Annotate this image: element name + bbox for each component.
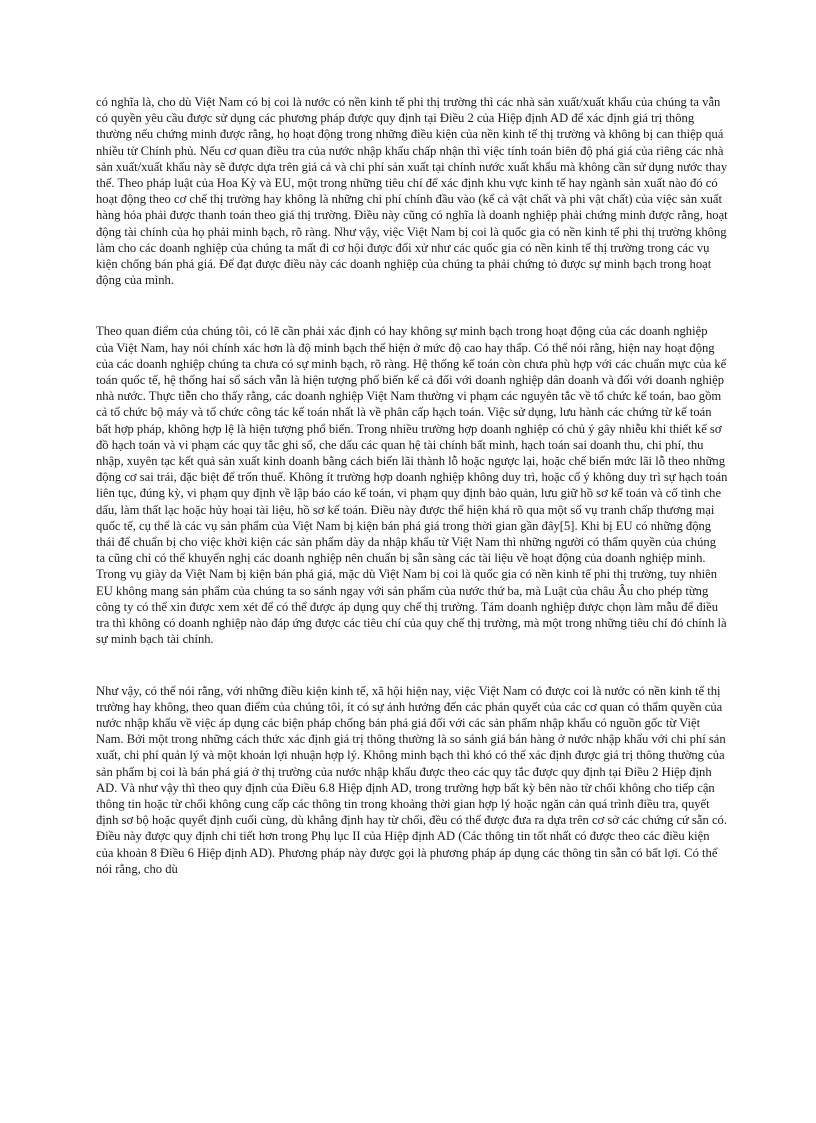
paragraph-1: có nghĩa là, cho dù Việt Nam có bị coi là nước có nền kinh tế phi thị trường thì các nhà sản xuất/xuất khẩu của chúng ta vẫn có quyền yêu cầu được sử dụng các phương pháp được quy định tại Điều 2 của Hiệp định AD để xác định giá trị thông thường nếu chứng minh được rằng, họ hoạt động trong những điều kiện của nền kinh tế thị trường và không bị can thiệp quá nhiều từ Chính phủ. Nếu cơ quan điều tra của nước nhập khẩu chấp nhận thì việc tính toán biên độ phá giá của riêng các nhà sản xuất/xuất khẩu này sẽ được dựa trên giá cả và chi phí sản xuất tại chính nước xuất khẩu mà không cần sử dụng nước thay thế. Theo pháp luật của Hoa Kỳ và EU, một trong những tiêu chí để xác định khu vực kinh tế hay ngành sản xuất nào đó có hoạt động theo cơ chế thị trường hay không là những chi phí chính đầu vào (kể cả vật chất và phi vật chất) của việc sản xuất hàng hóa phải được thanh toán theo giá thị trường. Điều này cũng có nghĩa là doanh nghiệp phải chứng minh được rằng, hoạt động tài chính của họ phải minh bạch, rõ ràng. Như vậy, việc Việt Nam bị coi là quốc gia có nền kinh tế phi thị trường không làm cho các doanh nghiệp của chúng ta mất đi cơ hội được đối xử như các quốc gia có nền kinh tế thị trường trong các vụ kiện chống bán phá giá. Để đạt được điều này các doanh nghiệp của chúng ta phải chứng tỏ được sự minh bạch trong hoạt động của mình. (96, 95, 728, 288)
paragraph-2: Theo quan điểm của chúng tôi, có lẽ cần phải xác định có hay không sự minh bạch trong hoạt động của các doanh nghiệp của Việt Nam, hay nói chính xác hơn là độ minh bạch thể hiện ở mức độ cao hay thấp. Có thể nói rằng, hiện nay hoạt động của các doanh nghiệp chúng ta chưa có sự minh bạch, rõ ràng. Hệ thống kế toán còn chưa phù hợp với các chuẩn mực của kế toán quốc tế, hệ thống hai sổ sách vẫn là hiện tượng phổ biến kể cả đối với doanh nghiệp dân doanh và đối với doanh nghiệp nhà nước. Thực tiễn cho thấy rằng, các doanh nghiệp Việt Nam thường vi phạm các nguyên tắc về tổ chức kế toán, bao gồm cả tổ chức bộ máy và tổ chức công tác kế toán nhất là về phân cấp hạch toán. Việc sử dụng, lưu hành các chứng từ kế toán bất hợp pháp, không hợp lệ là hiện tượng phổ biến. Trong nhiều trường hợp doanh nghiệp có chủ ý gây nhiễu khi thiết kế sơ đồ hạch toán và vi phạm các quy tắc ghi sổ, che dấu các quan hệ tài chính bất minh, hạch toán sai doanh thu, chi phí, thu nhập, xuyên tạc kết quả sản xuất kinh doanh bằng cách biến lãi thành lỗ hoặc ngược lại, hoặc chế biến mức lãi lỗ theo những động cơ sai trái, đặc biệt để trốn thuế. Không ít trường hợp doanh nghiệp không duy trì, hoặc cố ý không duy trì sự hạch toán liên tục, đúng kỳ, vi phạm quy định về lập báo cáo kế toán, vi phạm quy định bảo quản, lưu giữ hồ sơ kế toán và cố tình che dấu, làm thất lạc hoặc hủy hoại tài liệu, hồ sơ kế toán. Điều này được thể hiện khá rõ qua một số vụ tranh chấp thương mại quốc tế, cụ thể là các vụ sản phẩm của Việt Nam bị kiện bán phá giá trong thời gian gần đây[5]. Khi bị EU có những động thái để chuẩn bị cho việc khởi kiện các sản phẩm dày da nhập khẩu từ Việt Nam thì những người có thẩm quyền của chúng ta cũng chỉ có thể khuyến nghị các doanh nghiệp nên chuẩn bị sẵn sàng các tài liệu về hoạt động của doanh nghiệp minh. Trong vụ giày da Việt Nam bị kiện bán phá giá, mặc dù Việt Nam bị coi là quốc gia có nền kinh tế phi thị trường, tuy nhiên EU không mang sản phẩm của chúng ta so sánh ngay với sản phẩm của nước thứ ba, mà Luật của châu Âu cho phép từng công ty có thể xin được xem xét để có thể được áp dụng quy chế thị trường. Tám doanh nghiệp được chọn làm mẫu để điều tra thì không có doanh nghiệp nào đáp ứng được các tiêu chí của quy chế thị trường, mà một trong những tiêu chí đó chính là sự minh bạch tài chính. (96, 324, 728, 647)
paragraph-3: Như vậy, có thể nói rằng, với những điều kiện kinh tế, xã hội hiện nay, việc Việt Nam có được coi là nước có nền kinh tế thị trường hay không, theo quan điểm của chúng tôi, ít có sự ảnh hưởng đến các phán quyết của các cơ quan có thẩm quyền của nước nhập khẩu về việc áp dụng các biện pháp chống bán phá giá đối với các sản phẩm nhập khẩu có nguồn gốc từ Việt Nam. Bởi một trong những cách thức xác định giá trị thông thường là so sánh giá bán hàng ở nước nhập khẩu với chi phí sản xuất, chi phí quản lý và một khoản lợi nhuận hợp lý. Không minh bạch thì khó có thể xác định được giá trị thông thường của sản phẩm bị coi là bán phá giá ở thị trường của nước nhập khẩu được theo các quy tắc được quy định tại Điều 2 Hiệp định AD. Và như vậy thì theo quy định của Điều 6.8 Hiệp định AD, trong trường hợp bất kỳ bên nào từ chối không cho tiếp cận thông tin hoặc từ chối không cung cấp các thông tin trong khoảng thời gian hợp lý hoặc ngăn cản quá trình điều tra, quyết định sơ bộ hoặc quyết định cuối cùng, dù khẳng định hay từ chối, đều có thể được đưa ra dựa trên cơ sở các chứng cứ sẵn có. Điều này được quy định chi tiết hơn trong Phụ lục II của Hiệp định AD (Các thông tin tốt nhất có được theo các điều kiện của khoản 8 Điều 6 Hiệp định AD). Phương pháp này được gọi là phương pháp áp dụng các thông tin sẵn có bất lợi. Có thể nói rằng, cho dù (96, 683, 727, 876)
document-page (96, 94, 728, 877)
